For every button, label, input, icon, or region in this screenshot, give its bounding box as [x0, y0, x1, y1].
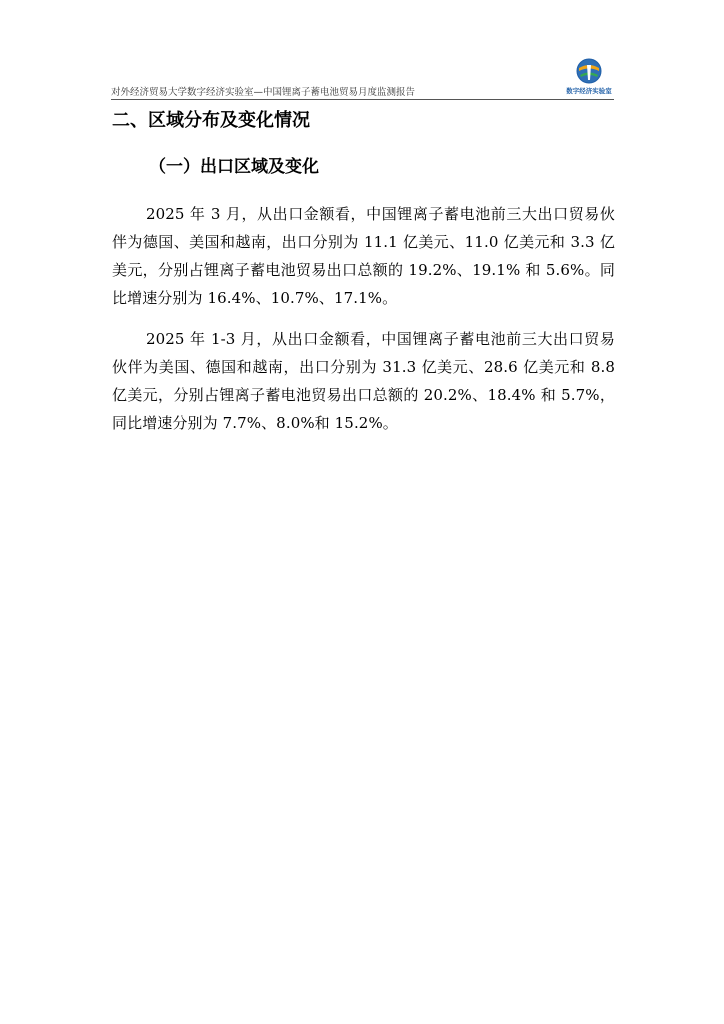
body-paragraph-q1	[112, 325, 615, 437]
paragraph-text: 2025 年 3 月，从出口金额看，中国锂离子蓄电池前三大出口贸易伙伴为德国、美国和越南，出口分别为 11.1 亿美元、11.0 亿美元和 3.3 亿美元，分别占锂离子蓄电池贸易出口总额的 19.2%、19.1% 和 5.6%。同比增速分别为 16.4%、10.7%、17.1%。	[112, 205, 615, 307]
paragraph-text: 2025 年 1-3 月，从出口金额看，中国锂离子蓄电池前三大出口贸易伙伴为美国、德国和越南，出口分别为 31.3 亿美元、28.6 亿美元和 8.8 亿美元，分别占锂离子蓄电池贸易出口总额的 20.2%、18.4% 和 5.7%，同比增速分别为 7.7%、8.0%和 15.2%。	[112, 330, 615, 432]
header-divider	[111, 99, 614, 100]
page-header	[111, 56, 614, 100]
body-paragraph-march	[112, 200, 615, 312]
lab-logo	[564, 56, 614, 98]
logo-text: 数字经济实验室	[566, 87, 612, 95]
section-title: 二、区域分布及变化情况	[112, 110, 310, 131]
running-header-title: 对外经济贸易大学数字经济实验室—中国锂离子蓄电池贸易月度监测报告	[111, 87, 416, 98]
subsection-title: （一）出口区域及变化	[149, 157, 319, 177]
globe-logo-icon	[576, 58, 602, 84]
